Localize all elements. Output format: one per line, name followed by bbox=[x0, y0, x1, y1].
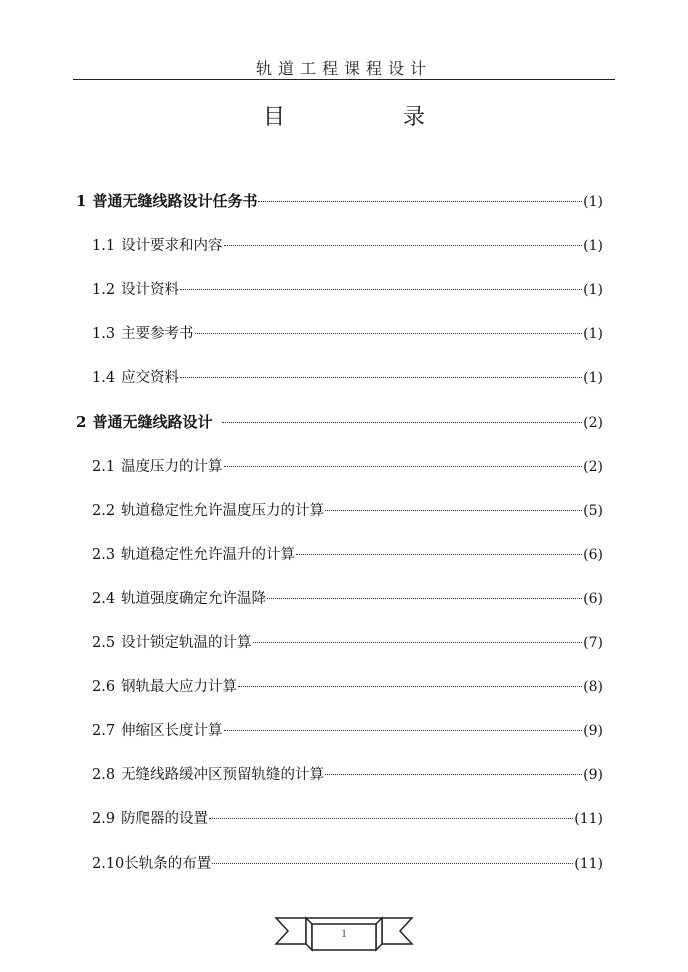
toc-entry-page: (7) bbox=[583, 635, 603, 651]
toc-entry-number: 2 bbox=[76, 413, 87, 431]
toc-entry-title: 轨道稳定性允许温升的计算 bbox=[121, 547, 296, 563]
toc-entry-title: 普通无缝线路设计 bbox=[92, 413, 213, 431]
toc-entry[interactable] bbox=[92, 852, 603, 874]
toc-entry-title: 伸缩区长度计算 bbox=[121, 723, 223, 739]
toc-entry[interactable] bbox=[92, 499, 603, 521]
toc-entry-title: 普通无缝线路设计任务书 bbox=[92, 192, 258, 210]
toc-entry[interactable] bbox=[92, 763, 603, 785]
toc-entry-number: 2.10 bbox=[92, 856, 125, 872]
toc-entry-number: 2.7 bbox=[92, 723, 116, 739]
toc-entry-number: 2.8 bbox=[92, 767, 116, 783]
toc-leader-dots bbox=[224, 466, 583, 467]
toc-entry-page: (9) bbox=[583, 723, 603, 739]
toc-entry-number: 2.9 bbox=[92, 811, 116, 827]
toc-entry-number: 2.1 bbox=[92, 459, 116, 475]
toc-leader-dots bbox=[195, 333, 583, 334]
toc-leader-dots bbox=[222, 422, 582, 423]
header-rule bbox=[73, 79, 615, 80]
toc-entry-number: 1.4 bbox=[92, 370, 116, 386]
toc-entry-number: 2.6 bbox=[92, 679, 116, 695]
toc-entry-title: 防爬器的设置 bbox=[121, 811, 209, 827]
toc-entry-page: (6) bbox=[583, 547, 603, 563]
toc-entry-title: 主要参考书 bbox=[121, 326, 194, 342]
toc-entry-page: (1) bbox=[583, 194, 603, 210]
toc-entry-title: 无缝线路缓冲区预留轨缝的计算 bbox=[121, 767, 325, 783]
toc-entry-page: (1) bbox=[583, 238, 603, 254]
toc-entry-title: 温度压力的计算 bbox=[121, 459, 223, 475]
toc-entry[interactable] bbox=[92, 278, 603, 300]
toc-entry[interactable] bbox=[76, 411, 603, 433]
page-number: 1 bbox=[341, 926, 347, 940]
toc-entry-number: 1 bbox=[76, 192, 87, 210]
running-header: 轨道工程课程设计 bbox=[255, 59, 432, 78]
toc-entry-page: (11) bbox=[574, 811, 603, 827]
page-title: 目 录 bbox=[262, 105, 473, 130]
toc-entry-number: 1.1 bbox=[92, 238, 116, 254]
toc-leader-dots bbox=[258, 201, 582, 202]
toc-entry-page: (8) bbox=[583, 679, 603, 695]
toc-entry-number: 1.3 bbox=[92, 326, 116, 342]
toc-entry-title: 轨道强度确定允许温降 bbox=[121, 591, 267, 607]
toc-leader-dots bbox=[238, 686, 582, 687]
toc-leader-dots bbox=[267, 598, 582, 599]
toc-entry-title: 设计要求和内容 bbox=[121, 238, 223, 254]
toc-entry-title: 长轨条的布置 bbox=[124, 856, 212, 872]
toc-entry-title: 设计锁定轨温的计算 bbox=[121, 635, 252, 651]
toc-entry-title: 设计资料 bbox=[121, 282, 180, 298]
toc-entry-page: (1) bbox=[583, 282, 603, 298]
toc-leader-dots bbox=[253, 642, 583, 643]
toc-entry-number: 2.4 bbox=[92, 591, 116, 607]
toc-entry-page: (5) bbox=[583, 503, 603, 519]
toc-leader-dots bbox=[224, 730, 583, 731]
toc-entry-page: (2) bbox=[583, 415, 603, 431]
toc-entry-page: (2) bbox=[583, 459, 603, 475]
toc-entry-page: (9) bbox=[583, 767, 603, 783]
toc-entry[interactable] bbox=[92, 807, 603, 829]
toc-entry-number: 2.3 bbox=[92, 547, 116, 563]
toc-entry[interactable] bbox=[92, 719, 603, 741]
toc-entry-page: (11) bbox=[574, 856, 603, 872]
toc-entry[interactable] bbox=[92, 234, 603, 256]
toc-entry[interactable] bbox=[92, 455, 603, 477]
toc-entry-number: 1.2 bbox=[92, 282, 116, 298]
toc-leader-dots bbox=[296, 554, 582, 555]
toc-leader-dots bbox=[325, 510, 582, 511]
toc-entry-title: 应交资料 bbox=[121, 370, 180, 386]
toc-leader-dots bbox=[180, 377, 582, 378]
toc-entry-page: (1) bbox=[583, 370, 603, 386]
toc-entry-page: (6) bbox=[583, 591, 603, 607]
toc-leader-dots bbox=[180, 289, 582, 290]
toc-entry[interactable] bbox=[92, 322, 603, 344]
toc-entry[interactable] bbox=[92, 366, 603, 388]
toc-leader-dots bbox=[325, 774, 582, 775]
toc-entry[interactable] bbox=[92, 631, 603, 653]
toc-entry[interactable] bbox=[92, 543, 603, 565]
toc-entry[interactable] bbox=[92, 675, 603, 697]
toc-leader-dots bbox=[209, 818, 573, 819]
toc-leader-dots bbox=[224, 245, 583, 246]
toc-entry-number: 2.2 bbox=[92, 503, 116, 519]
toc-entry-number: 2.5 bbox=[92, 635, 116, 651]
toc-leader-dots bbox=[212, 863, 573, 864]
toc-entry-page: (1) bbox=[583, 326, 603, 342]
toc-entry-title: 轨道稳定性允许温度压力的计算 bbox=[121, 503, 325, 519]
toc-entry[interactable] bbox=[76, 190, 603, 212]
toc-entry[interactable] bbox=[92, 587, 603, 609]
toc-entry-title: 钢轨最大应力计算 bbox=[121, 679, 238, 695]
